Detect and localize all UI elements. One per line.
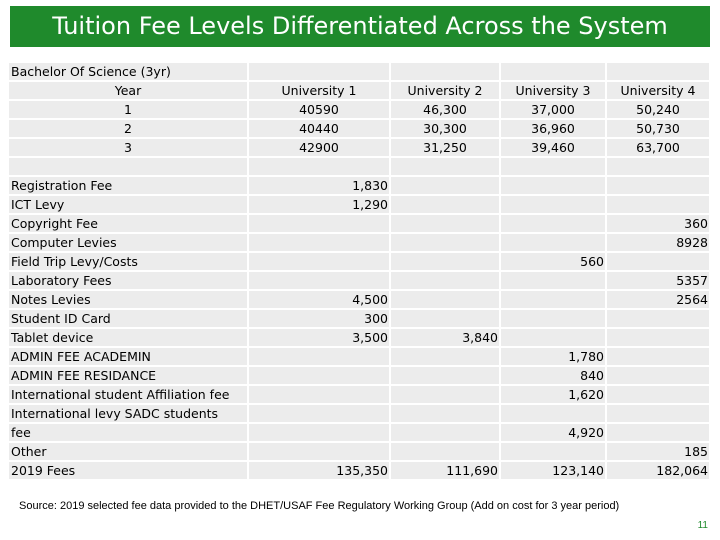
table-cell-bg	[606, 157, 710, 176]
table-cell-bg	[500, 271, 606, 290]
fee-label: Notes Levies	[11, 292, 91, 307]
fee-value: 8928	[676, 235, 708, 250]
fee-label: Copyright Fee	[11, 216, 98, 231]
fee-label: International levy SADC students	[11, 406, 219, 421]
table-cell-bg	[390, 290, 500, 309]
table-cell-bg	[390, 404, 500, 423]
fee-value: 111,690	[446, 463, 498, 478]
tuition-cell: 40440	[299, 121, 339, 136]
table-cell-bg	[606, 423, 710, 442]
table-cell-bg	[390, 62, 500, 81]
table-cell-bg	[606, 195, 710, 214]
year-cell: 3	[124, 140, 132, 155]
table-cell-bg	[248, 62, 390, 81]
table-cell-bg	[606, 62, 710, 81]
table-cell-bg	[248, 347, 390, 366]
fee-label: ICT Levy	[11, 197, 65, 212]
fee-value: 560	[580, 254, 604, 269]
tuition-cell: 50,730	[636, 121, 680, 136]
fee-label: ADMIN FEE ACADEMIN	[11, 349, 151, 364]
fee-value: 185	[684, 444, 708, 459]
table-cell-bg	[8, 157, 248, 176]
table-cell-bg	[390, 176, 500, 195]
tuition-cell: 50,240	[636, 102, 680, 117]
fee-label: Computer Levies	[11, 235, 117, 250]
fee-value: 123,140	[552, 463, 604, 478]
table-cell-bg	[390, 233, 500, 252]
source-note: Source: 2019 selected fee data provided to the DHET/USAF Fee Regulatory Working Group (Add on cost for 3 year period)	[19, 500, 620, 512]
table-cell-bg	[390, 214, 500, 233]
fee-label: Laboratory Fees	[11, 273, 112, 288]
table-cell-bg	[500, 214, 606, 233]
fee-value: 5357	[676, 273, 708, 288]
table-cell-bg	[500, 157, 606, 176]
table-cell-bg	[390, 347, 500, 366]
fee-value: 300	[364, 311, 388, 326]
fee-label: International student Affiliation fee	[11, 387, 230, 402]
fee-value: 2564	[676, 292, 708, 307]
tuition-cell: 37,000	[531, 102, 575, 117]
table-cell-bg	[500, 233, 606, 252]
fee-value: 1,830	[352, 178, 388, 193]
fee-value: 182,064	[656, 463, 708, 478]
table-cell-bg	[500, 62, 606, 81]
table-cell-bg	[606, 328, 710, 347]
table-cell-bg	[390, 423, 500, 442]
page-number: 11	[697, 520, 708, 531]
fee-value: 4,920	[568, 425, 604, 440]
year-cell: 2	[124, 121, 132, 136]
tuition-cell: 40590	[299, 102, 339, 117]
table-cell-bg	[606, 309, 710, 328]
fee-value: 3,840	[462, 330, 498, 345]
year-cell: 1	[124, 102, 132, 117]
fee-value: 1,780	[568, 349, 604, 364]
university-header: University 2	[407, 83, 483, 98]
table-cell-bg	[606, 404, 710, 423]
year-label: Year	[114, 83, 142, 98]
university-header: University 1	[281, 83, 357, 98]
table-cell-bg	[248, 366, 390, 385]
fee-value: 3,500	[352, 330, 388, 345]
table-cell-bg	[248, 252, 390, 271]
tuition-cell: 39,460	[531, 140, 575, 155]
table-cell-bg	[248, 442, 390, 461]
fee-value: 1,290	[352, 197, 388, 212]
table-cell-bg	[390, 366, 500, 385]
table-cell-bg	[248, 385, 390, 404]
table-cell-bg	[390, 271, 500, 290]
table-cell-bg	[500, 290, 606, 309]
fee-label: Other	[11, 444, 47, 459]
fee-label: ADMIN FEE RESIDANCE	[11, 368, 157, 383]
fee-label: Student ID Card	[11, 311, 111, 326]
tuition-cell: 30,300	[423, 121, 467, 136]
fee-value: 840	[580, 368, 604, 383]
table-cell-bg	[248, 157, 390, 176]
table-cell-bg	[248, 404, 390, 423]
fee-value: 135,350	[336, 463, 388, 478]
table-cell-bg	[500, 176, 606, 195]
table-cell-bg	[390, 157, 500, 176]
table-cell-bg	[500, 309, 606, 328]
fee-value: 1,620	[568, 387, 604, 402]
table-cell-bg	[606, 385, 710, 404]
table-cell-bg	[390, 385, 500, 404]
tuition-cell: 63,700	[636, 140, 680, 155]
university-header: University 4	[620, 83, 696, 98]
fee-label: 2019 Fees	[11, 463, 76, 478]
table-cell-bg	[500, 404, 606, 423]
table-cell-bg	[390, 195, 500, 214]
fee-label: Tablet device	[11, 330, 94, 345]
table-cell-bg	[500, 442, 606, 461]
program-title: Bachelor Of Science (3yr)	[11, 64, 171, 79]
tuition-cell: 42900	[299, 140, 339, 155]
table-cell-bg	[248, 214, 390, 233]
table-cell-bg	[606, 176, 710, 195]
fee-label: Registration Fee	[11, 178, 113, 193]
tuition-cell: 46,300	[423, 102, 467, 117]
slide-title: Tuition Fee Levels Differentiated Across the System	[10, 6, 710, 47]
table-cell-bg	[390, 442, 500, 461]
table-cell-bg	[248, 233, 390, 252]
tuition-cell: 31,250	[423, 140, 467, 155]
tuition-cell: 36,960	[531, 121, 575, 136]
fee-value: 4,500	[352, 292, 388, 307]
table-cell-bg	[390, 252, 500, 271]
table-cell-bg	[500, 328, 606, 347]
fee-value: 360	[684, 216, 708, 231]
fee-label: fee	[11, 425, 31, 440]
table-cell-bg	[390, 309, 500, 328]
table-cell-bg	[606, 366, 710, 385]
table-cell-bg	[606, 252, 710, 271]
fee-label: Field Trip Levy/Costs	[11, 254, 138, 269]
table-cell-bg	[248, 271, 390, 290]
table-cell-bg	[248, 423, 390, 442]
table-cell-bg	[606, 347, 710, 366]
university-header: University 3	[515, 83, 591, 98]
table-cell-bg	[500, 195, 606, 214]
